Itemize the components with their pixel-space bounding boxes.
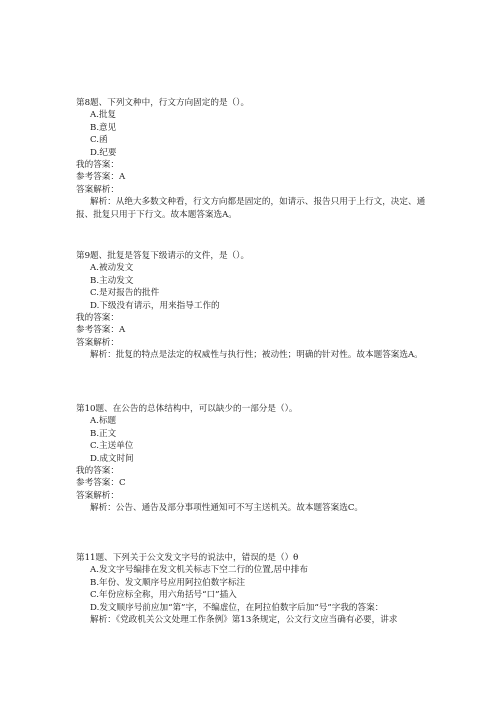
option-c: C.是对报告的批件 xyxy=(90,288,160,299)
analysis-text: 解析：批复的特点是法定的权威性与执行性；被动性；明确的针对性。故本题答案选A。 xyxy=(90,350,423,361)
option-a: A.发文字号编排在发文机关标志下空二行的位置,居中排布 xyxy=(90,565,308,576)
option-b: B.主动发文 xyxy=(90,275,134,286)
question-title: 第8题、下列文种中，行文方向固定的是（）。 xyxy=(76,98,250,108)
option-a: A.批复 xyxy=(90,110,117,121)
option-c: C.主送单位 xyxy=(90,441,134,452)
reference-answer: 参考答案：C xyxy=(76,478,126,489)
option-d: D.成文时间 xyxy=(90,453,134,464)
my-answer-label: 我的答案： xyxy=(76,466,119,477)
question-title: 第9题、批复是答复下级请示的文件，是（）。 xyxy=(76,251,250,261)
reference-answer: 参考答案：A xyxy=(76,172,126,183)
question-title: 第11题、下列关于公文发文字号的说法中，错误的是（）θ xyxy=(76,553,299,563)
analysis-label: 答案解析： xyxy=(76,490,119,501)
option-d: D.发文顺序号前应加“第”字，不编虚位，在阿拉伯数字后加“号”字我的答案： xyxy=(90,602,384,613)
question-9 xyxy=(76,250,436,362)
option-b: B.正文 xyxy=(90,428,117,439)
option-b: B.年份、发文顺序号应用阿拉伯数字标注 xyxy=(90,577,246,588)
analysis-label: 答案解析： xyxy=(76,337,119,348)
analysis-text: 解析：从绝大多数文种看，行文方向都是固定的，如请示、报告只用于上行文，决定、通报、批复只用于下行文。故本题答案选A。 xyxy=(76,197,426,220)
option-c: C.函 xyxy=(90,135,108,146)
option-a: A.标题 xyxy=(90,416,117,427)
option-d: D.下级没有请示，用来指导工作的 xyxy=(90,300,220,311)
question-10 xyxy=(76,403,436,515)
option-d: D.纪要 xyxy=(90,147,117,158)
question-11 xyxy=(76,552,436,626)
option-b: B.意见 xyxy=(90,122,117,133)
my-answer-label: 我的答案： xyxy=(76,313,119,324)
reference-answer: 参考答案：A xyxy=(76,325,126,336)
my-answer-label: 我的答案： xyxy=(76,160,119,171)
option-a: A.被动发文 xyxy=(90,263,134,274)
question-8 xyxy=(76,97,436,221)
question-title: 第10题、在公告的总体结构中，可以缺少的一部分是（）。 xyxy=(76,404,298,414)
analysis-label: 答案解析： xyxy=(76,184,119,195)
option-c: C.年份应标全称，用六角括号“口”插入 xyxy=(90,590,237,601)
analysis-text: 解析：公告、通告及部分事项性通知可不写主送机关。故本题答案选C。 xyxy=(90,503,363,514)
analysis-text: 解析：《党政机关公文处理工作条例》第13条规定，公文行文应当确有必要，讲求 xyxy=(90,615,398,626)
